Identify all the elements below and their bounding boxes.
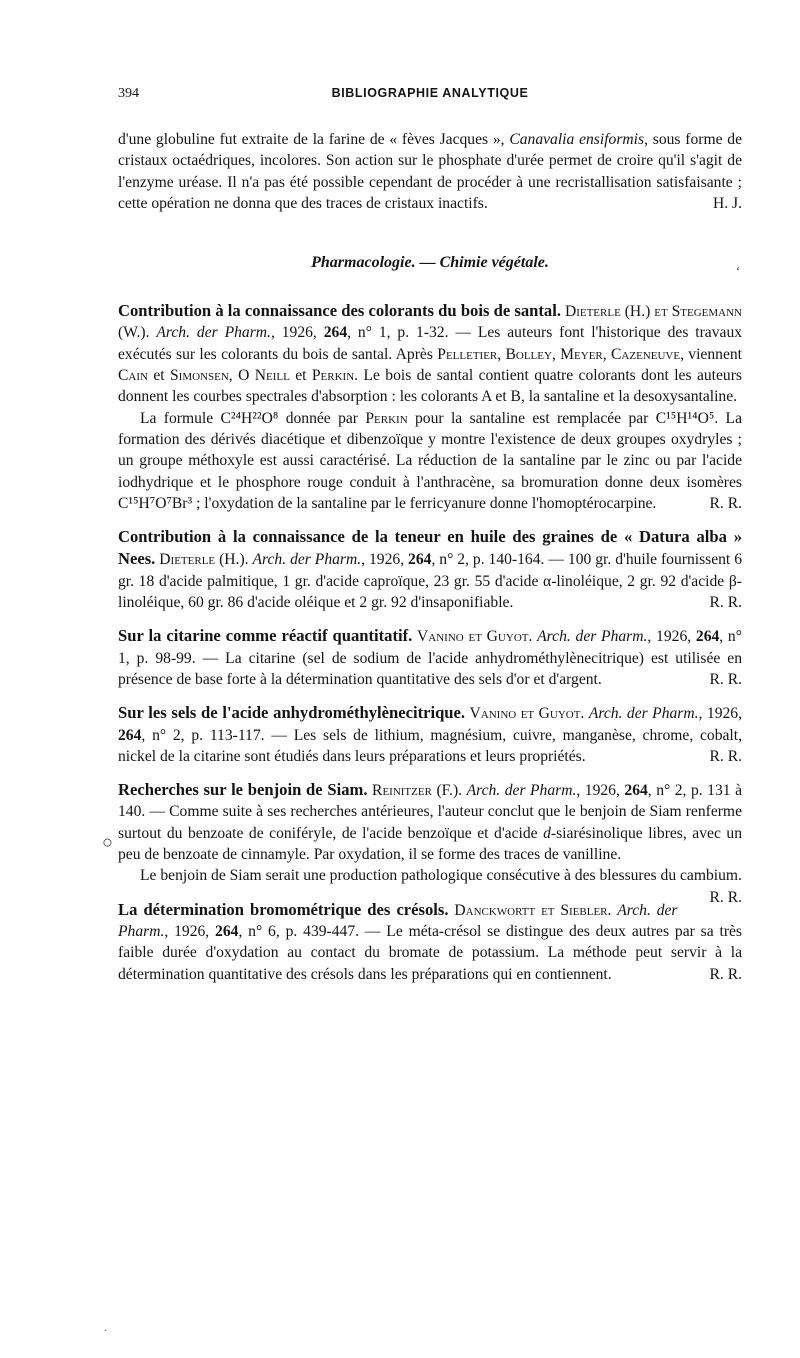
abstract-signature: R. R. <box>709 965 742 983</box>
entry-cited-names: Perkin <box>365 409 408 427</box>
entry-authors: Reinitzer (F.). <box>372 782 463 800</box>
abstract-signature: R. R. <box>709 747 742 765</box>
entry-authors: Dieterle (H.). <box>159 551 249 569</box>
stray-dot: · <box>104 1326 108 1337</box>
entry-text: , n° 1, p. 1-32. — Les auteurs font l'historique des travaux exécutés sur les colorants du bois de santal. Après <box>118 324 743 363</box>
entry-authors: Vanino et Guyot. <box>417 628 533 646</box>
entry-cited-names: Simonsen, O Neill <box>170 367 290 385</box>
page-number: 394 <box>118 86 139 101</box>
entry-volume: 264 <box>215 922 239 940</box>
entry-text: . Le bois de santal contient quatre colorants dont les auteurs donnent les courbes spectrales d'absorption : les colorants A et B, la santaline et la desoxysantaline. <box>118 367 742 406</box>
entry-title: Sur la citarine comme réactif quantitatif. <box>118 626 413 646</box>
entry-journal: Arch. der Pharm. <box>156 324 271 342</box>
entry-ref: , 1926, <box>270 324 324 342</box>
running-title: BIBLIOGRAPHIE ANALYTIQUE <box>331 86 529 100</box>
entry-text: La formule C²⁴H²²O⁸ donnée par <box>140 409 366 427</box>
entry-title: La détermination bromométrique des crésols. <box>118 899 449 919</box>
entry-text: -siarésinolique libres, avec un peu de benzoate de cinnamyle. Par oxydation, il se forme des traces de vanilline. <box>118 824 742 864</box>
entry-journal: Arch. der Pharm. <box>588 705 699 723</box>
entry-volume: 264 <box>408 551 432 569</box>
entry-journal: Arch. der Pharm. <box>118 901 678 940</box>
entry-text: , viennent <box>680 345 742 363</box>
section-heading: Pharmacologie. — Chimie végétale. <box>311 254 549 272</box>
entry-ref: , 1926, <box>576 782 625 800</box>
abstract-entry <box>118 625 742 690</box>
abstract-signature: R. R. <box>709 594 742 612</box>
entry-cited-names: Cain <box>118 367 148 385</box>
entry-title: Contribution à la connaissance de la teneur en huile des graines de « Datura alba » Nees. <box>118 527 742 569</box>
abstract-entry <box>118 779 742 906</box>
entry-text: , n° 2, p. 131 à 140. — Comme suite à ses recherches antérieures, l'auteur conclut que le benjoin de Siam renferme surtout du benzoate de coniféryle, de l'acide benzoïque et d'acide <box>118 782 742 842</box>
entry-text: , n° 2, p. 113-117. — Les sels de lithium, magnésium, cuivre, manganèse, chrome, cobalt, nickel de la citarine sont étudiés dans leurs préparations et leurs propriétés. <box>118 726 742 765</box>
entry-journal: Arch. der Pharm. <box>537 628 648 646</box>
entry-journal: Arch. der Pharm. <box>466 782 577 800</box>
entry-journal: Arch. der Pharm. <box>252 551 362 569</box>
entry-ref: , 1926, <box>164 922 216 940</box>
entry-text: Le benjoin de Siam serait une production pathologique consécutive à des blessures du cambium. <box>140 867 742 885</box>
entry-ref: , 1926, <box>647 628 696 646</box>
continued-species: Canavalia ensiformis <box>509 131 645 148</box>
entry-title: Sur les sels de l'acide anhydrométhylènecitrique. <box>118 703 466 723</box>
abstract-entry <box>118 526 742 613</box>
entry-volume: 264 <box>695 628 720 646</box>
entry-title: Recherches sur le benjoin de Siam. <box>118 780 368 800</box>
entry-authors: Danckwortt et Siebler. <box>454 901 612 919</box>
margin-tick: ʻ <box>736 264 740 278</box>
abstract-entry <box>118 899 742 985</box>
running-header <box>118 86 742 108</box>
entry-authors: Dieterle (H.) et Stegemann (W.). <box>118 303 742 342</box>
page <box>118 86 742 985</box>
abstract-entry <box>118 702 742 767</box>
entry-volume: 264 <box>118 726 142 744</box>
entry-cited-names: Perkin <box>311 367 355 385</box>
entry-title: Contribution à la connaissance des colorants du bois de santal. <box>118 301 561 321</box>
entry-cited-names: Pelletier, Bolley, Meyer, Cazeneuve <box>437 345 681 363</box>
entry-text: et <box>289 367 312 385</box>
abstract-signature: H. J. <box>712 194 742 212</box>
abstract-signature: R. R. <box>709 494 742 512</box>
entry-ref: , 1926, <box>361 551 409 569</box>
entry-volume: 264 <box>624 782 648 800</box>
entry-text: , n° 2, p. 140-164. — 100 gr. d'huile fournissent 6 gr. 18 d'acide palmitique, 1 gr. d'acide caproïque, 23 gr. 55 d'acide α-linoléique, 2 gr. 92 d'acide β-linoléique, 60 gr. 86 d'acide oléique et 2 gr. 92 d'insaponifiable. <box>118 551 743 612</box>
continued-abstract <box>118 129 742 214</box>
abstract-entry <box>118 300 742 514</box>
entry-italic-prefix: d <box>543 824 551 842</box>
entry-text: et <box>147 367 170 385</box>
entry-text: pour la santaline est remplacée par C¹⁵H¹⁴O⁵. La formation des dérivés diacétique et dibenzoïque y montre l'existence de deux groupes oxydryles ; un groupe méthoxyle est aussi caractérisé. La réduction de la santaline par le zinc ou par l'acide iodhydrique et le phosphore rouge conduit à l'anthracène, sa bromuration donne deux isomères C¹⁵H⁷O⁷Br³ ; l'oxydation de la santaline par le ferricyanure donne l'homoptérocarpine. <box>118 409 742 512</box>
abstract-signature: R. R. <box>709 888 742 906</box>
abstract-signature: R. R. <box>709 670 742 688</box>
entry-text: , n° 1, p. 98-99. — La citarine (sel de sodium de l'acide anhydrométhylènecitrique) est utilisée en présence de base forte à la détermination quantitative des sels d'or et d'argent. <box>118 628 742 688</box>
entry-text: , n° 6, p. 439-447. — Le méta-crésol se distingue des deux autres par sa très faible durée d'oxydation au contact du bromate de potassium. La méthode peut servir à la détermination quantitative des crésols dans les préparations qui en contiennent. <box>118 922 743 983</box>
entry-authors: Vanino et Guyot. <box>469 705 585 723</box>
continued-text-a: d'une globuline fut extraite de la farine de « fèves Jacques », <box>118 131 510 148</box>
margin-mark: ○ <box>102 832 113 852</box>
entry-ref: , 1926, <box>698 705 742 723</box>
entry-volume: 264 <box>323 324 348 342</box>
continued-text-b: , sous forme de cristaux octaédriques, incolores. Son action sur le phosphate d'urée permet de croire qu'il s'agit de l'enzyme uréase. Il n'a pas été possible cependant de procéder à une recristallisation satisfaisante ; cette opération ne donna que des traces de cristaux inactifs. <box>118 131 742 212</box>
